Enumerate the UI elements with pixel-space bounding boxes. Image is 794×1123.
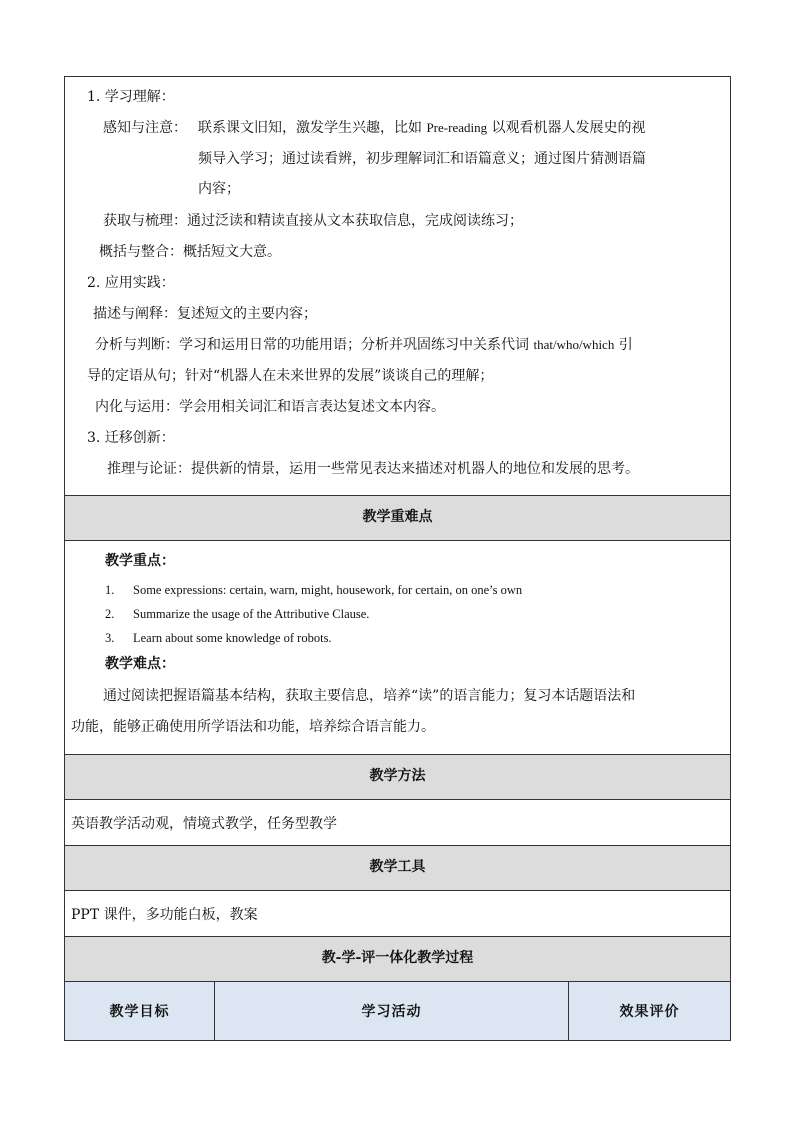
column-header-objectives: 教学目标: [65, 982, 215, 1041]
focus-item-num: 2.: [105, 607, 115, 621]
analyze-line-2: 导的定语从句；针对“机器人在未来世界的发展”谈谈自己的理解；: [87, 368, 494, 384]
key-points-header: 教学重难点: [65, 496, 731, 541]
methods-header: 教学方法: [65, 755, 731, 800]
internalize-line: 内化与运用：学会用相关词汇和语言表达复述文本内容。: [95, 399, 445, 415]
lesson-plan-table: [64, 76, 731, 1041]
column-header-evaluation: 效果评价: [569, 982, 731, 1041]
process-header: 教-学-评一体化教学过程: [65, 937, 731, 982]
analyze-line-1: 分析与判断：学习和运用日常的功能用语；分析并巩固练习中关系代词 that/who/which 引: [95, 337, 633, 353]
tools-text: PPT 课件，多功能白板，教案: [71, 906, 258, 923]
difficulty-line-1: 通过阅读把握语篇基本结构，获取主要信息，培养“读”的语言能力；复习本话题语法和: [103, 688, 636, 704]
heading-transfer: 3. 迁移创新：: [87, 430, 175, 446]
column-header-activities: 学习活动: [215, 982, 569, 1041]
tools-header: 教学工具: [65, 846, 731, 891]
focus-item-text: Some expressions: certain, warn, might, housework, for certain, on one’s own: [133, 583, 523, 597]
focus-item-num: 1.: [105, 583, 115, 597]
tools-cell: [65, 891, 731, 937]
perception-line-3: 内容；: [198, 181, 240, 197]
reason-line: 推理与论证：提供新的情景，运用一些常见表达来描述对机器人的地位和发展的思考。: [107, 461, 639, 477]
perception-label: 感知与注意：: [103, 120, 187, 136]
methods-text: 英语教学活动观，情境式教学，任务型教学: [71, 815, 337, 832]
focus-item-num: 3.: [105, 631, 115, 645]
describe-line: 描述与阐释：复述短文的主要内容；: [93, 306, 317, 322]
key-points-cell: [65, 541, 731, 755]
difficulty-line-2: 功能，能够正确使用所学语法和功能，培养综合语言能力。: [71, 719, 435, 735]
acquire-line: 获取与梳理：通过泛读和精读直接从文本获取信息，完成阅读练习；: [103, 213, 523, 229]
focus-item-text: Learn about some knowledge of robots.: [133, 631, 332, 645]
objectives-cell: [65, 77, 731, 496]
heading-application: 2. 应用实践：: [87, 275, 175, 291]
methods-cell: [65, 800, 731, 846]
perception-line-2: 频导入学习；通过读看辨，初步理解词汇和语篇意义；通过图片猜测语篇: [198, 151, 646, 167]
focus-title: 教学重点：: [105, 553, 175, 569]
difficulty-title: 教学难点：: [105, 656, 175, 672]
focus-item-text: Summarize the usage of the Attributive Clause.: [133, 607, 370, 621]
perception-line-1: 联系课文旧知，激发学生兴趣，比如 Pre-reading 以观看机器人发展史的视: [198, 120, 646, 136]
summarize-line: 概括与整合：概括短文大意。: [99, 244, 281, 260]
heading-learning-understanding: 1. 学习理解：: [87, 89, 175, 105]
